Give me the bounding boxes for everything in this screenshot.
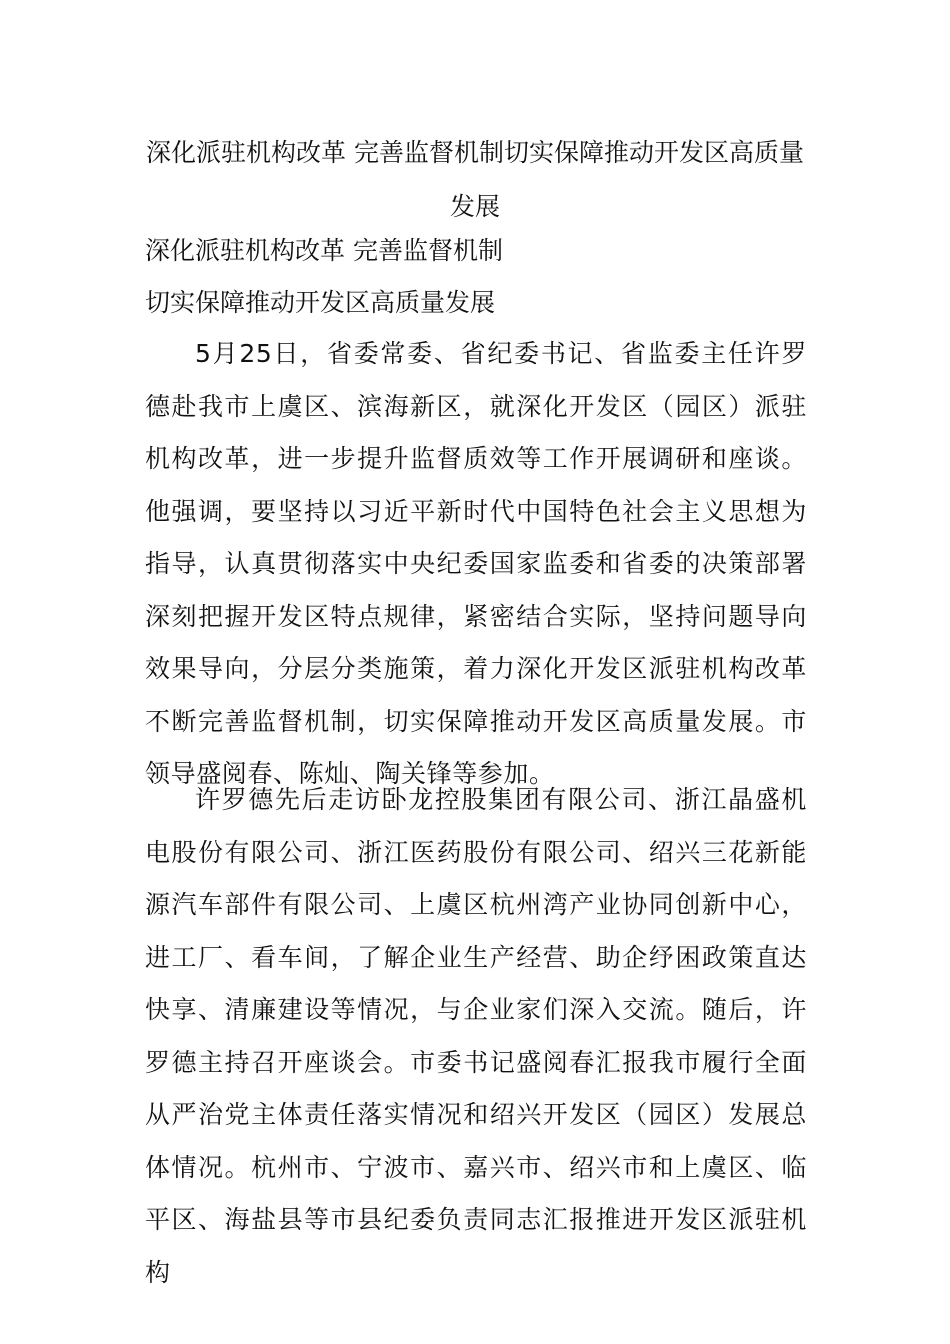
subtitle-line-1: 深化派驻机构改革 完善监督机制: [145, 236, 503, 265]
page-title: 深化派驻机构改革 完善监督机制切实保障推动开发区高质量发展: [146, 138, 804, 221]
subtitle-line-2: 切实保障推动开发区高质量发展: [145, 288, 496, 317]
body-paragraph-1: 5月25日，省委常委、省纪委书记、省监委主任许罗德赴我市上虞区、滨海新区，就深化开发区（园区）派驻机构改革，进一步提升监督质效等工作开展调研和座谈。他强调，要坚持以习近平新时代中国特色社会主义思想为指导，认真贯彻落实中央纪委国家监委和省委的决策部署深刻把握开发区特点规律，紧密结合实际，坚持问题导向效果导向，分层分类施策，着力深化开发区派驻机构改革不断完善监督机制，切实保障推动开发区高质量发展。市领导盛阅春、陈灿、陶关锋等参加。: [145, 339, 807, 788]
body-paragraph-2: 许罗德先后走访卧龙控股集团有限公司、浙江晶盛机电股份有限公司、浙江医药股份有限公司、绍兴三花新能源汽车部件有限公司、上虞区杭州湾产业协同创新中心，进工厂、看车间，了解企业生产经营、助企纾困政策直达快享、清廉建设等情况，与企业家们深入交流。随后，许罗德主持召开座谈会。市委书记盛阅春汇报我市履行全面从严治党主体责任落实情况和绍兴开发区（园区）发展总体情况。杭州市、宁波市、嘉兴市、绍兴市和上虞区、临平区、海盐县等市县纪委负责同志汇报推进开发区派驻机构: [145, 785, 807, 1287]
